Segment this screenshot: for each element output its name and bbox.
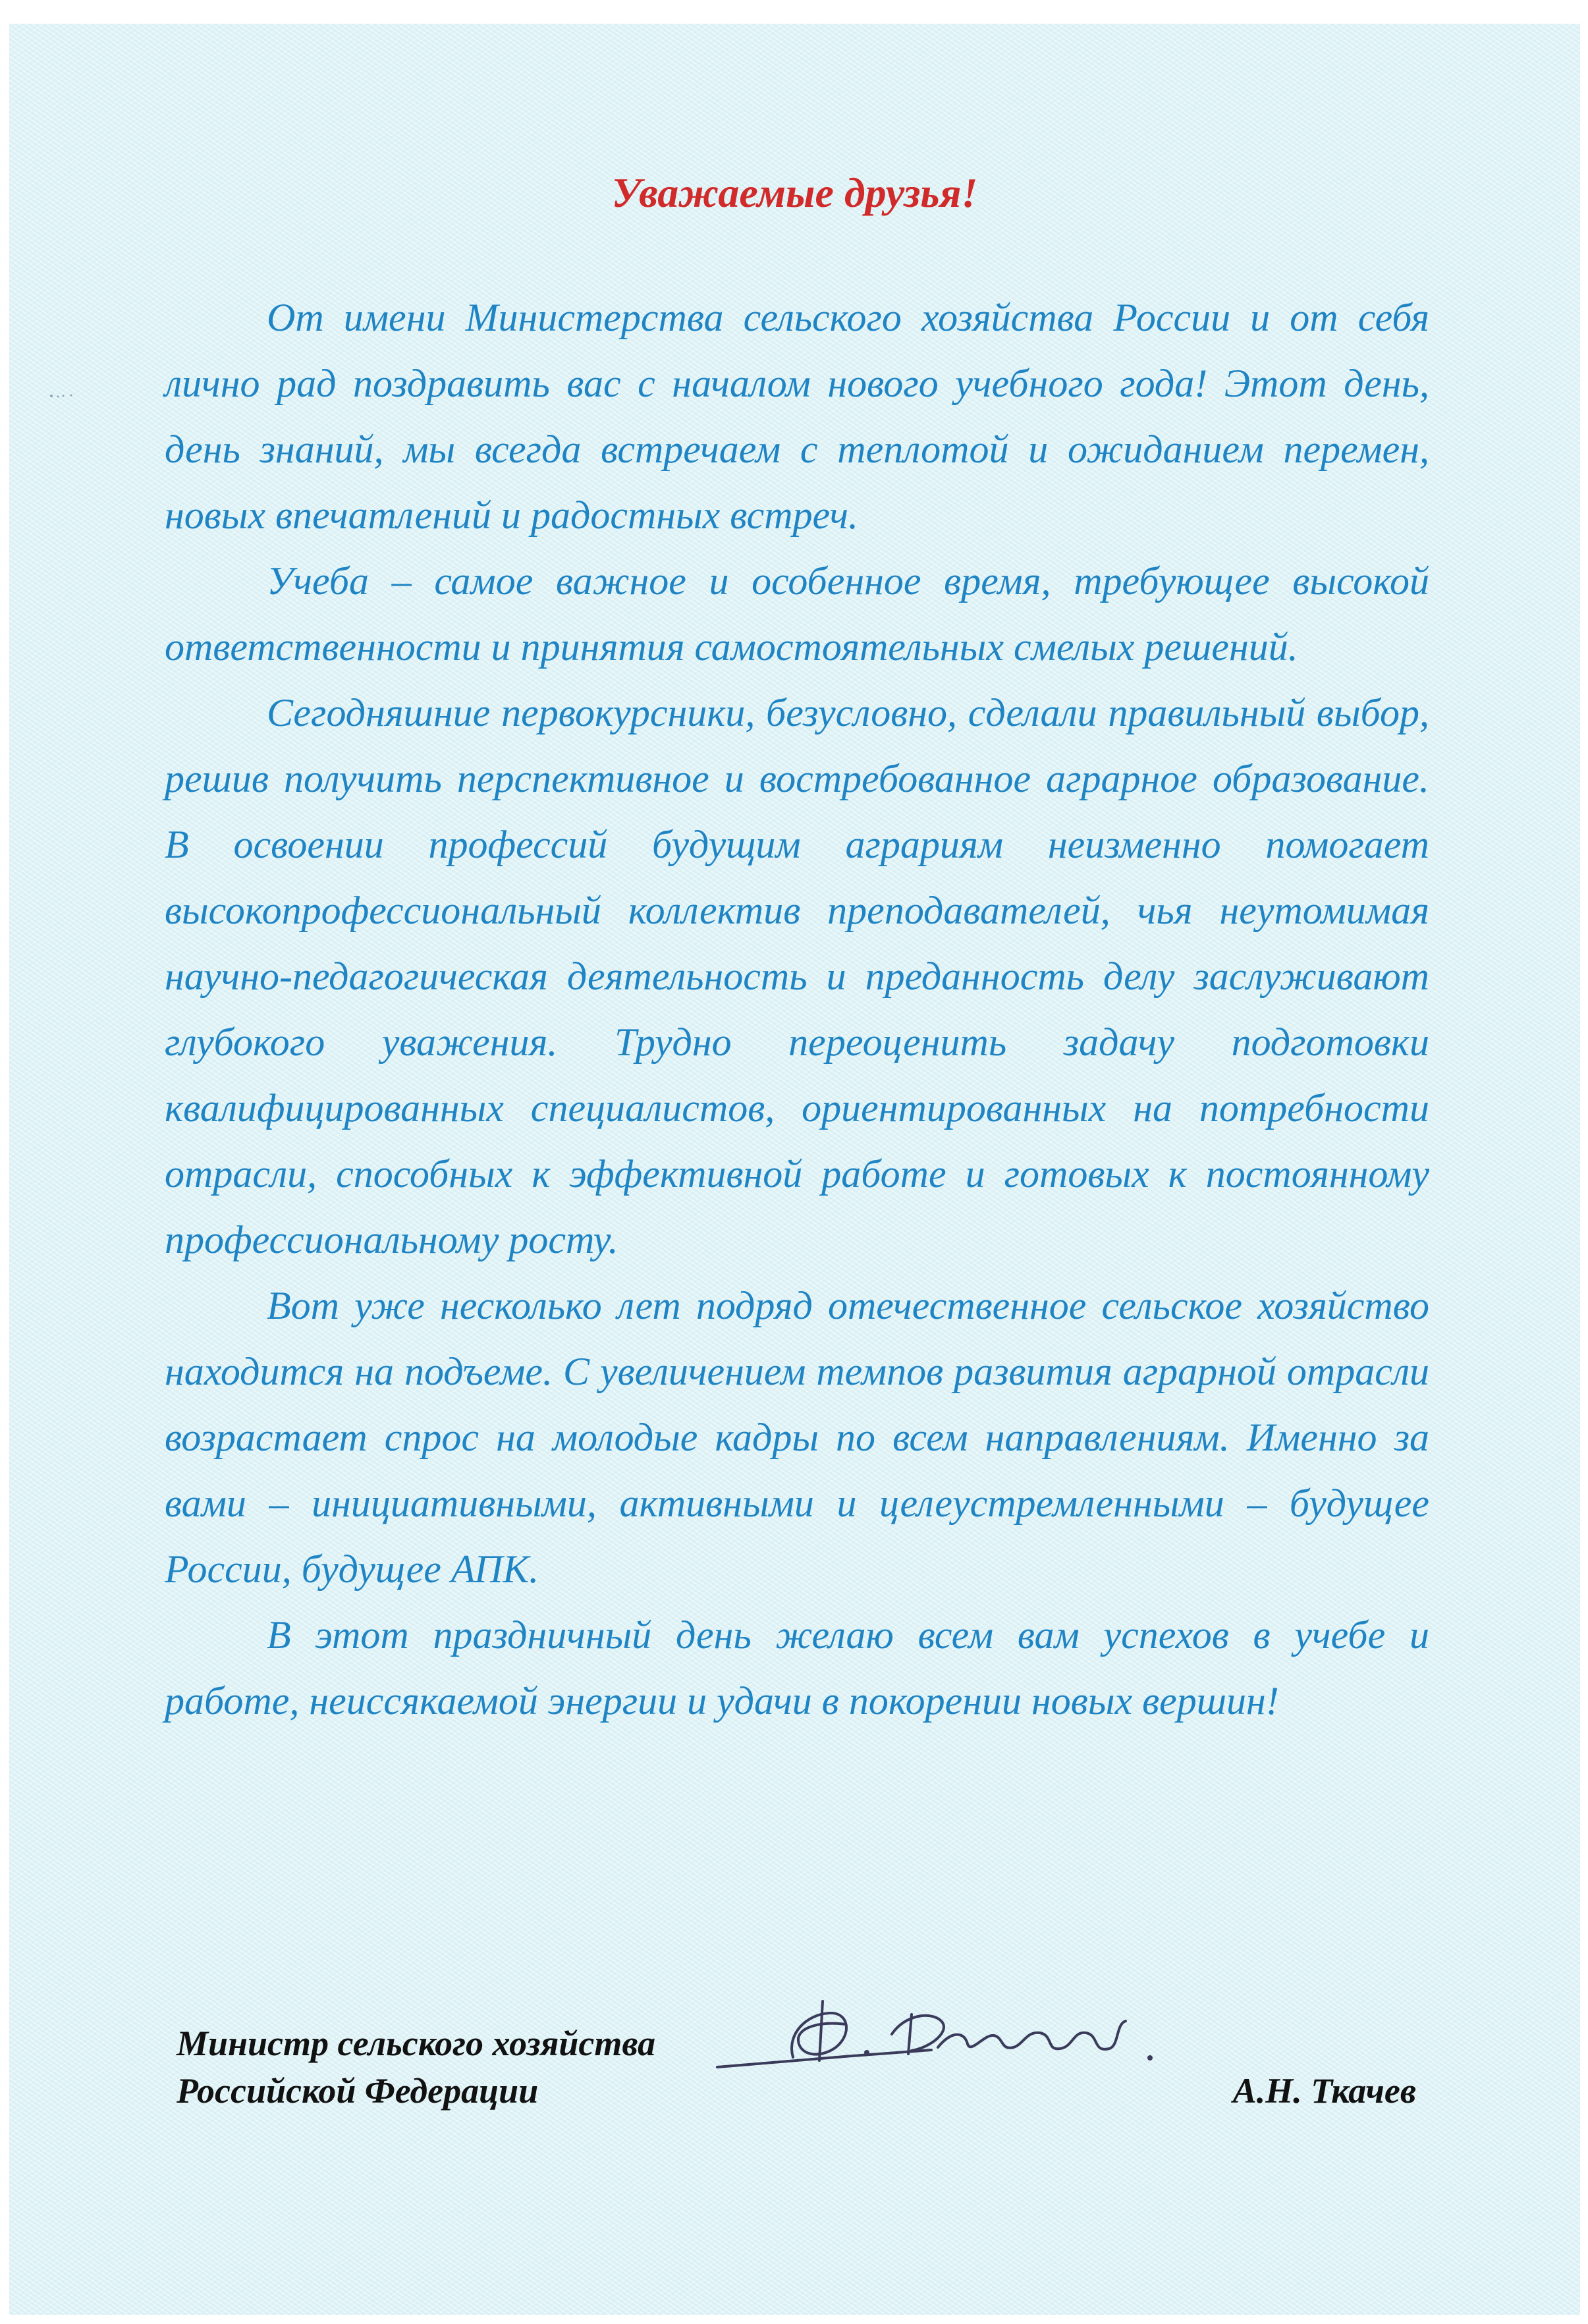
- letter-sheet: [9, 24, 1580, 2315]
- letter-body: [165, 285, 1429, 1734]
- signatory-name: А.Н. Ткачев: [1232, 2071, 1416, 2111]
- paragraph-2: Учеба – самое важное и особенное время, требующее высокой ответственности и принятия самостоятельных смелых решений.: [165, 559, 1429, 669]
- paragraph-4: Вот уже несколько лет подряд отечественное сельское хозяйство находится на подъеме. С увеличением темпов развития аграрной отрасли возрастает спрос на молодые кадры по всем направлениям. Именно за вами – инициативными, активными и целеустремленными – будущее России, будущее АПК.: [165, 1284, 1429, 1591]
- handwritten-signature: [714, 1995, 1175, 2080]
- paragraph-3: Сегодняшние первокурсники, безусловно, сделали правильный выбор, решив получить перспективное и востребованное аграрное образование. В освоении профессий будущим аграриям неизменно помогает высокопрофессиональный коллектив преподавателей, чья неутомимая научно-педагогическая деятельность и преданность делу заслуживают глубокого уважения. Трудно переоценить задачу подготовки квалифицированных специалистов, ориентированных на потребности отрасли, способных к эффективной работе и готовых к постоянному профессиональному росту.: [165, 691, 1429, 1261]
- paragraph-5: В этот праздничный день желаю всем вам успехов в учебе и работе, неиссякаемой энергии и удачи в покорении новых вершин!: [165, 1613, 1429, 1723]
- greeting-heading: Уважаемые друзья!: [611, 169, 978, 216]
- paragraph-1: От имени Министерства сельского хозяйства России и от себя лично рад поздравить вас с началом нового учебного года! Этот день, день знаний, мы всегда встречаем с теплотой и ожиданием перемен, новых впечатлений и радостных встреч.: [165, 296, 1429, 537]
- signature-block: [167, 2006, 1432, 2138]
- signatory-position-line2: Российской Федерации: [177, 2071, 539, 2111]
- signatory-position-line1: Министр сельского хозяйства: [177, 2024, 656, 2063]
- signatory-position: [177, 2020, 655, 2115]
- scan-speck: [49, 393, 75, 399]
